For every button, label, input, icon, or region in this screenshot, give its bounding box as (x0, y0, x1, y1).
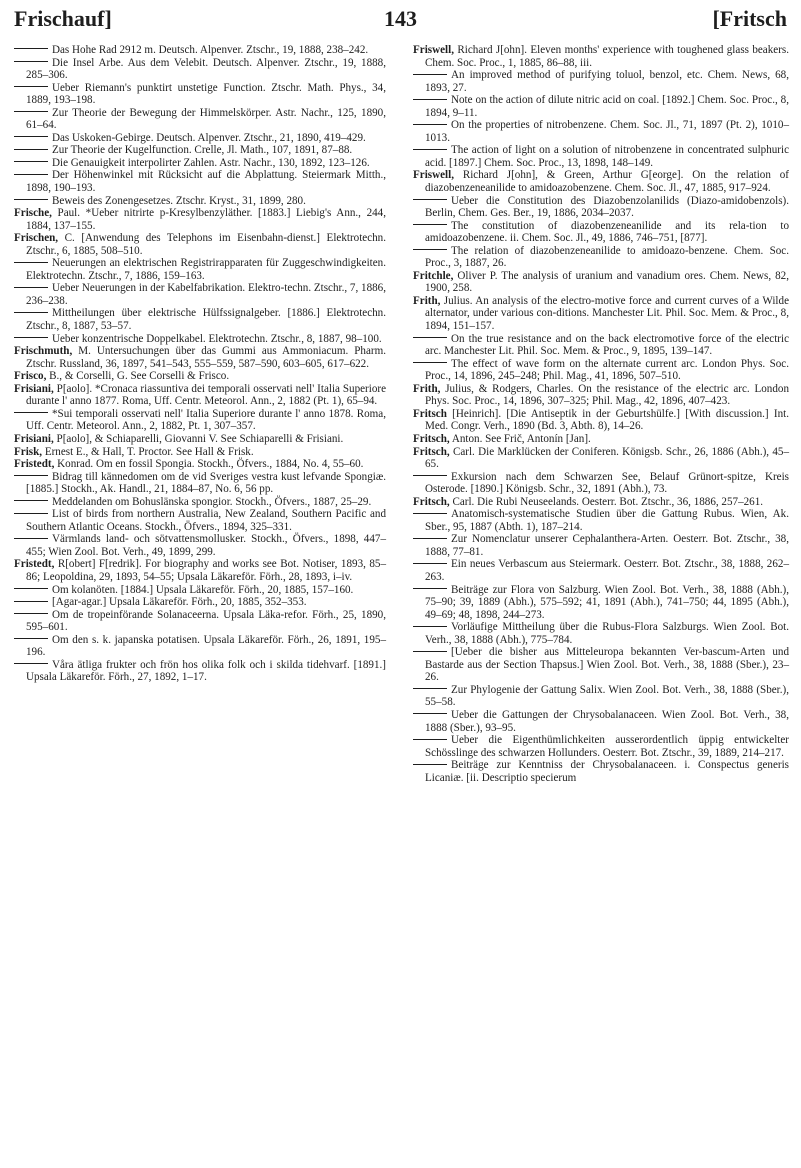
entry-text: On the true resistance and on the back electromotive force of the electric arc. Manchester Lit. Phil. Soc. Mem. & Proc., 9, 1895, 139–147. (425, 332, 789, 358)
ditto-rule (14, 86, 48, 87)
bibliography-author-entry (413, 44, 789, 69)
entry-text: Neuerungen an elektrischen Registrirapparaten für Zuggeschwindigkeiten. Elektrotechn. Ztschr., 7, 1886, 159–163. (26, 257, 386, 282)
bibliography-author-entry (14, 446, 386, 459)
ditto-rule (413, 124, 447, 125)
author-name: Frischen, (14, 232, 59, 245)
bibliography-author-entry (413, 383, 789, 408)
bibliography-author-entry (413, 169, 789, 194)
bibliography-sub-entry (413, 119, 789, 144)
bibliography-author-entry (14, 345, 386, 370)
entry-text: Das Uskoken-Gebirge. Deutsch. Alpenver. Ztschr., 21, 1890, 419–429. (52, 131, 366, 144)
right-column (413, 44, 789, 784)
entry-text: Ueber die Eigenthümlichkeiten ausserordentlich üppig entwickelter Schösslinge des schwarzen Hollunders. Oesterr. Bot. Ztschr., 39, 1889, 214–217. (425, 734, 789, 759)
bibliography-sub-entry (413, 558, 789, 583)
ditto-rule (413, 588, 447, 589)
author-name: Friswell, (413, 44, 454, 56)
author-name: Frith, (413, 294, 441, 307)
entry-text: Om den s. k. japanska potatisen. Upsala Läkareför. Förh., 26, 1891, 195–196. (26, 633, 386, 659)
bibliography-sub-entry (14, 57, 386, 82)
entry-text: List of birds from northern Australia, New Zealand, Southern Pacific and Southern Atlantic Oceans. Stockh., Öfvers., 1894, 325–331. (26, 508, 386, 533)
bibliography-author-entry (14, 370, 386, 383)
header-right-entry: [Fritsch (712, 6, 787, 31)
ditto-rule (413, 224, 447, 225)
bibliography-sub-entry (413, 220, 789, 245)
entry-text: Zur Theorie der Bewegung der Himmelskörper. Astr. Nachr., 125, 1890, 61–64. (26, 106, 386, 132)
entry-text: Ueber konzentrische Doppelkabel. Elektrotechn. Ztschr., 8, 1887, 98–100. (52, 332, 382, 345)
entry-text: Ueber Riemann's punktirt unstetige Function. Ztschr. Math. Phys., 34, 1889, 193–198. (26, 81, 386, 107)
ditto-rule (413, 513, 447, 514)
bibliography-author-entry (413, 408, 789, 433)
bibliography-sub-entry (413, 358, 789, 383)
bibliography-sub-entry (413, 684, 789, 709)
entry-text: Die Genauigkeit interpolirter Zahlen. Astr. Nachr., 130, 1892, 123–126. (52, 156, 370, 169)
ditto-rule (413, 626, 447, 627)
entry-text: Der Höhenwinkel mit Rücksicht auf die Abplattung. Steiermark Mitth., 1898, 190–193. (26, 169, 386, 195)
bibliography-sub-entry (14, 282, 386, 307)
bibliography-author-entry (413, 496, 789, 509)
bibliography-sub-entry (14, 533, 386, 558)
ditto-rule (14, 262, 48, 263)
entry-text: Vorläufige Mittheilung über die Rubus-Flora Salzburgs. Wien Zool. Bot. Verh., 38, 1888 (Abh.), 775–784. (425, 621, 789, 646)
ditto-rule (14, 337, 48, 338)
bibliography-sub-entry (14, 496, 386, 509)
bibliography-sub-entry (413, 195, 789, 220)
bibliography-sub-entry (413, 584, 789, 622)
ditto-rule (14, 174, 48, 175)
ditto-rule (413, 99, 447, 100)
ditto-rule (14, 312, 48, 313)
entry-text: Zur Theorie der Kugelfunction. Crelle, Jl. Math., 107, 1891, 87–88. (52, 144, 353, 157)
author-name: Fritchle, (413, 269, 454, 282)
bibliography-author-entry (413, 295, 789, 333)
ditto-rule (14, 412, 48, 413)
author-name: Frisiani, (14, 432, 54, 445)
author-name: Frisco, (14, 370, 47, 383)
bibliography-sub-entry (14, 257, 386, 282)
entry-text: Beweis des Zonengesetzes. Ztschr. Kryst., 31, 1899, 280. (52, 194, 306, 207)
ditto-rule (413, 337, 447, 338)
entry-text: An improved method of purifying toluol, benzol, etc. Chem. News, 68, 1893, 27. (425, 69, 789, 94)
bibliography-sub-entry (413, 333, 789, 358)
bibliography-sub-entry (14, 609, 386, 634)
entry-text: The effect of wave form on the alternate current arc. London Phys. Soc. Proc., 14, 1896, 245–248; Phil. Mag., 41, 1896, 507–510. (425, 357, 789, 383)
entry-text: M. Untersuchungen über das Gummi aus Ammoniacum. Pharm. Ztschr. Russland, 36, 1897, 541–543, 555–559, 587–590, 603–605, 617–622. (26, 345, 386, 370)
entry-text: Oliver P. The analysis of uranium and vanadium ores. Chem. News, 82, 1900, 258. (425, 269, 789, 295)
entry-text: Richard J[ohn]. Eleven months' experience with toughened glass beakers. Chem. Soc. Proc., 1, 1885, 86–88, iii. (425, 44, 789, 69)
entry-text: Ueber die Constitution des Diazobenzolanilids (Diazo-amidobenzols). Berlin, Chem. Ges. Ber., 19, 1886, 2034–2037. (425, 194, 789, 220)
entry-text: Carl. Die Rubi Neuseelands. Oesterr. Bot. Ztschr., 36, 1886, 257–261. (449, 495, 764, 508)
ditto-rule (413, 688, 447, 689)
entry-text: Zur Nomenclatur unserer Cephalanthera-Arten. Oesterr. Bot. Ztschr., 38, 1888, 77–81. (425, 533, 789, 558)
ditto-rule (413, 713, 447, 714)
ditto-rule (14, 111, 48, 112)
bibliography-author-entry (14, 232, 386, 257)
entry-text: [Heinrich]. [Die Antiseptik in der Geburtshülfe.] [With discussion.] Int. Med. Congr. Verh., 1890 (Bd. 3, Abth. 8), 14–26. (425, 407, 789, 433)
ditto-rule (14, 475, 48, 476)
author-name: Frisiani, (14, 382, 54, 395)
bibliography-author-entry (14, 558, 386, 583)
ditto-rule (14, 613, 48, 614)
ditto-rule (14, 161, 48, 162)
author-name: Fritsch, (413, 495, 450, 508)
entry-text: Die Insel Arbe. Aus dem Velebit. Deutsch. Alpenver. Ztschr., 19, 1888, 285–306. (26, 56, 386, 82)
author-name: Fristedt, (14, 458, 55, 471)
ditto-rule (14, 601, 48, 602)
bibliography-author-entry (413, 433, 789, 446)
ditto-rule (14, 538, 48, 539)
bibliography-sub-entry (14, 508, 386, 533)
ditto-rule (413, 764, 447, 765)
ditto-rule (413, 563, 447, 564)
entry-text: Meddelanden om Bohuslänska spongior. Stockh., Öfvers., 1887, 25–29. (52, 495, 372, 508)
entry-text: Konrad. Om en fossil Spongia. Stockh., Öfvers., 1884, No. 4, 55–60. (54, 458, 364, 471)
entry-text: Anatomisch-systematische Studien über die Gattung Rubus. Wien, Ak. Sber., 95, 1887 (Abth. 1), 187–214. (425, 508, 789, 533)
bibliography-sub-entry (413, 508, 789, 533)
ditto-rule (14, 638, 48, 639)
bibliography-sub-entry (14, 195, 386, 208)
entry-text: Paul. *Ueber nitrirte p-Kresylbenzyläther. [1883.] Liebig's Ann., 244, 1884, 137–155. (26, 207, 386, 232)
bibliography-sub-entry (14, 659, 386, 684)
ditto-rule (413, 249, 447, 250)
entry-text: Mittheilungen über elektrische Hülfssignalgeber. [1886.] Elektrotechn. Ztschr., 8, 1887, 53–57. (26, 307, 386, 333)
ditto-rule (14, 663, 48, 664)
entry-text: R[obert] F[redrik]. For biography and works see Bot. Notiser, 1893, 85–86; Leopoldina, 29, 1893, 54–55; Upsala Läkareför. Förh., 28, 1893, i–iv. (26, 558, 386, 583)
ditto-rule (14, 500, 48, 501)
ditto-rule (413, 149, 447, 150)
ditto-rule (413, 362, 447, 363)
entry-text: P[aolo]. *Cronaca riassuntiva dei temporali osservati nell' Italia Superiore durante l' anno 1877. Roma, Uff. Centr. Meteorol. Ann., 2, 1882 (Pt. 1), 65–94. (26, 382, 386, 408)
header-left-entry: Frischauf] (14, 6, 112, 31)
ditto-rule (14, 48, 48, 49)
bibliography-sub-entry (14, 82, 386, 107)
bibliography-author-entry (14, 458, 386, 471)
entry-text: Bidrag till kännedomen om de vid Sveriges vestra kust lefvande Spongiæ. [1885.] Stockh., Ak. Handl., 21, 1884–87, No. 6, 56 pp. (26, 470, 386, 496)
author-name: Fritsch, (413, 432, 450, 445)
ditto-rule (413, 475, 447, 476)
entry-text: Om kolanöten. [1884.] Upsala Läkareför. Förh., 20, 1885, 157–160. (52, 583, 354, 596)
bibliography-sub-entry (14, 333, 386, 346)
bibliography-sub-entry (413, 245, 789, 270)
ditto-rule (14, 149, 48, 150)
entry-text: Ueber die Gattungen der Chrysobalanaceen. Wien Zool. Bot. Verh., 38, 1888 (Sber.), 93–95. (425, 708, 789, 734)
entry-text: Våra ätliga frukter och frön hos olika folk och i skilda tidehvarf. [1891.] Upsala Läkareför. Förh., 27, 1892, 1–17. (26, 658, 386, 684)
entry-text: Beiträge zur Kenntniss der Chrysobalanaceen. i. Conspectus generis Licaniæ. [ii. Descriptio specierum (425, 759, 789, 784)
bibliography-author-entry (413, 270, 789, 295)
bibliography-sub-entry (14, 144, 386, 157)
bibliography-author-entry (14, 433, 386, 446)
ditto-rule (14, 61, 48, 62)
bibliography-sub-entry (14, 107, 386, 132)
entry-text: [Agar-agar.] Upsala Läkareför. Förh., 20, 1885, 352–353. (52, 596, 307, 609)
ditto-rule (413, 199, 447, 200)
bibliography-sub-entry (14, 44, 386, 57)
bibliography-author-entry (14, 383, 386, 408)
entry-text: Om de tropeinförande Solanaceerna. Upsala Läka-refor. Förh., 25, 1890, 595–601. (26, 608, 386, 634)
entry-text: P[aolo], & Schiaparelli, Giovanni V. See Schiaparelli & Frisiani. (53, 432, 344, 445)
entry-text: Ueber Neuerungen in der Kabelfabrikation. Elektro-techn. Ztschr., 7, 1886, 236–238. (26, 282, 386, 307)
running-header (14, 6, 787, 36)
bibliography-sub-entry (14, 471, 386, 496)
bibliography-sub-entry (14, 132, 386, 145)
ditto-rule (413, 74, 447, 75)
bibliography-sub-entry (413, 734, 789, 759)
entry-text: Ernest E., & Hall, T. Proctor. See Hall & Frisk. (42, 445, 254, 458)
entry-text: [Ueber die bisher aus Mitteleuropa bekannten Ver-bascum-Arten und Bastarde aus der Section Thapsus.] Wien Zool. Bot. Verh., 38, 1888 (Sber.), 23–26. (425, 646, 789, 684)
left-column (14, 44, 386, 684)
ditto-rule (14, 199, 48, 200)
entry-text: Zur Phylogenie der Gattung Salix. Wien Zool. Bot. Verh., 38, 1888 (Sber.), 55–58. (425, 683, 789, 709)
bibliography-author-entry (413, 446, 789, 471)
ditto-rule (413, 739, 447, 740)
author-name: Frische, (14, 207, 52, 220)
bibliography-sub-entry (413, 621, 789, 646)
author-name: Frischmuth, (14, 345, 73, 358)
entry-text: Julius. An analysis of the electro-motive force and current curves of a Wilde alternator, under various con-ditions. Manchester Lit. Phil. Soc. Mem. & Proc., 8, 1894, 151–157. (425, 294, 789, 333)
bibliography-sub-entry (413, 471, 789, 496)
ditto-rule (14, 136, 48, 137)
ditto-rule (14, 287, 48, 288)
entry-text: C. [Anwendung des Telephons im Eisenbahn-dienst.] Elektrotechn. Ztschr., 6, 1885, 508–510. (26, 232, 386, 257)
entry-text: Das Hohe Rad 2912 m. Deutsch. Alpenver. Ztschr., 19, 1888, 238–242. (52, 44, 369, 56)
entry-text: The constitution of diazobenzeneanilide and its rela-tion to amidoazobenzene. ii. Chem. Soc. Jl., 49, 1886, 746–751, [877]. (425, 219, 789, 245)
entry-text: Richard J[ohn], & Green, Arthur G[eorge]. On the relation of diazobenzeneanilide to amidoazobenzene. Chem. Soc. Jl., 47, 1885, 917–924. (425, 169, 789, 195)
bibliography-sub-entry (413, 759, 789, 784)
entry-text: Beiträge zur Flora von Salzburg. Wien Zool. Bot. Verh., 38, 1888 (Abh.), 75–90; 39, 1889 (Abh.), 575–592; 41, 1891 (Abh.), 741–750; 44, 1895 (Abh.), 49–69; 48, 1898, 244–273. (425, 583, 789, 621)
ditto-rule (14, 588, 48, 589)
entry-text: B., & Corselli, G. See Corselli & Frisco. (46, 370, 230, 383)
bibliography-sub-entry (413, 533, 789, 558)
entry-text: The relation of diazobenzeneanilide to amidoazo-benzene. Chem. Soc. Proc., 3, 1887, 26. (425, 244, 789, 270)
entry-text: Julius, & Rodgers, Charles. On the resistance of the electric arc. London Phys. Soc. Proc., 14, 1896, 307–325; Phil. Mag., 42, 1896, 407–423. (425, 382, 789, 408)
bibliography-sub-entry (14, 307, 386, 332)
author-name: Frith, (413, 382, 441, 395)
ditto-rule (413, 651, 447, 652)
entry-text: *Sui temporali osservati nell' Italia Superiore durante l' anno 1878. Roma, Uff. Centr. Meteorol. Ann., 2, 1882, Pt. 1, 307–357. (26, 407, 386, 433)
entry-text: Carl. Die Marklücken der Coniferen. Königsb. Schr., 26, 1886 (Abh.), 45–65. (425, 445, 789, 471)
entry-text: Anton. See Frič, Antonín [Jan]. (449, 432, 591, 445)
bibliography-sub-entry (14, 169, 386, 194)
entry-text: Exkursion nach dem Schwarzen See, Belauf Grünort-spitze, Kreis Osterode. [1890.] Königsb. Schr., 32, 1891 (Abh.), 73. (425, 470, 789, 496)
author-name: Fritsch, (413, 445, 450, 458)
bibliography-sub-entry (14, 584, 386, 597)
author-name: Fritsch (413, 407, 447, 420)
author-name: Frisk, (14, 445, 43, 458)
bibliography-sub-entry (14, 408, 386, 433)
author-name: Fristedt, (14, 558, 55, 571)
bibliography-author-entry (14, 207, 386, 232)
entry-text: Note on the action of dilute nitric acid on coal. [1892.] Chem. Soc. Proc., 8, 1894, 9–11. (425, 94, 789, 119)
entry-text: Värmlands land- och sötvattensmollusker. Stockh., Öfvers., 1898, 447–455; Wien Zool. Bot. Verh., 49, 1899, 299. (26, 533, 386, 558)
entry-text: On the properties of nitrobenzene. Chem. Soc. Jl., 71, 1897 (Pt. 2), 1010–1013. (425, 119, 789, 144)
bibliography-sub-entry (413, 646, 789, 684)
bibliography-sub-entry (14, 634, 386, 659)
bibliography-sub-entry (413, 144, 789, 169)
page-number: 143 (384, 6, 417, 31)
bibliography-sub-entry (413, 94, 789, 119)
ditto-rule (413, 538, 447, 539)
bibliography-sub-entry (14, 596, 386, 609)
ditto-rule (14, 513, 48, 514)
entry-text: Ein neues Verbascum aus Steiermark. Oesterr. Bot. Ztschr., 38, 1888, 262–263. (425, 558, 789, 583)
bibliography-sub-entry (14, 157, 386, 170)
bibliography-sub-entry (413, 709, 789, 734)
author-name: Friswell, (413, 169, 454, 182)
bibliography-sub-entry (413, 69, 789, 94)
entry-text: The action of light on a solution of nitrobenzene in concentrated sulphuric acid. [1897.] Chem. Soc. Proc., 13, 1898, 148–149. (425, 144, 789, 169)
